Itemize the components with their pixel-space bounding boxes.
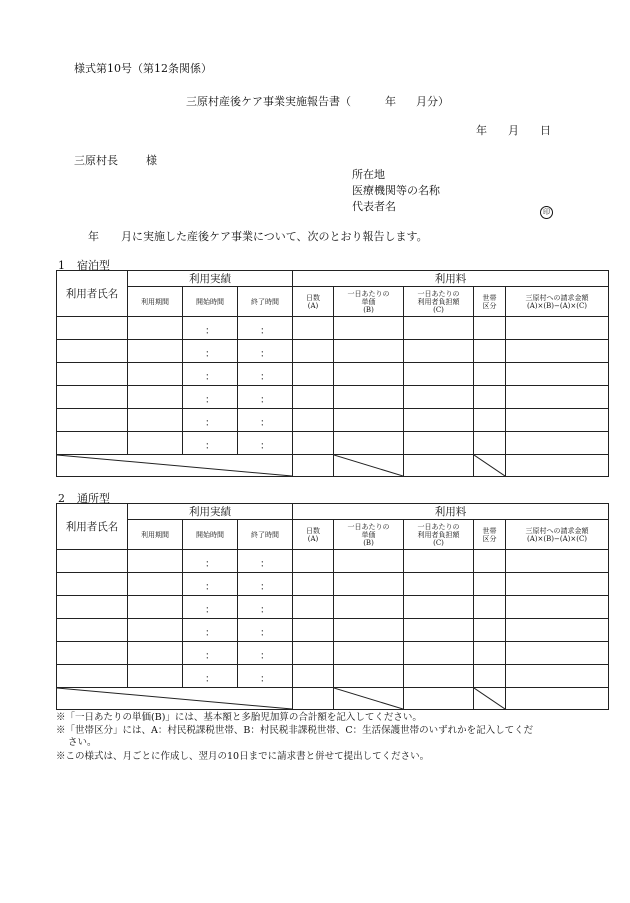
report-title	[186, 93, 449, 109]
household-cell[interactable]	[474, 642, 506, 665]
start-time-cell[interactable]	[183, 432, 238, 455]
usage-period-cell[interactable]	[128, 596, 183, 619]
total-days-cell[interactable]	[293, 455, 334, 477]
time-colon: ：	[205, 604, 215, 616]
end-time-header: 終了時間	[238, 520, 293, 550]
time-colon: ：	[205, 581, 215, 593]
user-burden-cell[interactable]	[404, 340, 474, 363]
total-claim-cell[interactable]	[506, 455, 609, 477]
total-burden-cell[interactable]	[404, 455, 474, 477]
table-row	[57, 432, 609, 455]
table-row	[57, 409, 609, 432]
total-unit-price-slash	[334, 455, 404, 477]
end-time-cell[interactable]	[238, 642, 293, 665]
seal-mark	[540, 199, 553, 219]
time-colon: ：	[260, 558, 270, 570]
household-cell[interactable]	[474, 317, 506, 340]
note-2-cont: さい。	[68, 737, 97, 748]
usage-record-header: 利用実績	[128, 271, 293, 287]
usage-period-cell[interactable]	[128, 642, 183, 665]
table-row	[57, 665, 609, 688]
form-number: 様式第10号（第12条関係）	[74, 62, 212, 75]
time-colon: ：	[205, 371, 215, 383]
daycare-table	[56, 503, 609, 710]
days-cell[interactable]	[293, 386, 334, 409]
claim-amount-cell[interactable]	[506, 317, 609, 340]
time-colon: ：	[260, 348, 270, 360]
start-time-cell[interactable]	[183, 619, 238, 642]
table-row	[57, 550, 609, 573]
unit-price-cell[interactable]	[334, 619, 404, 642]
user-burden-cell[interactable]	[404, 317, 474, 340]
usage-period-header: 利用期間	[128, 520, 183, 550]
total-household-slash	[474, 688, 506, 710]
user-burden-cell[interactable]	[404, 550, 474, 573]
table-row	[57, 317, 609, 340]
time-colon: ：	[205, 440, 215, 452]
unit-price-header: 一日あたりの 単価 (B)	[334, 520, 404, 550]
section-1-number: 1	[58, 259, 65, 272]
end-time-cell[interactable]	[238, 665, 293, 688]
unit-price-cell[interactable]	[334, 340, 404, 363]
household-cell[interactable]	[474, 386, 506, 409]
user-burden-cell[interactable]	[404, 363, 474, 386]
note-3: ※この様式は、月ごとに作成し、翌月の10日までに請求書と併せて提出してください。	[56, 751, 430, 762]
unit-price-cell[interactable]	[334, 317, 404, 340]
time-colon: ：	[205, 673, 215, 685]
start-time-cell[interactable]	[183, 340, 238, 363]
user-name-header: 利用者氏名	[57, 271, 128, 317]
claim-amount-cell[interactable]	[506, 363, 609, 386]
end-time-cell[interactable]	[238, 619, 293, 642]
days-cell[interactable]	[293, 642, 334, 665]
end-time-cell[interactable]	[238, 596, 293, 619]
usage-period-cell[interactable]	[128, 573, 183, 596]
date-day: 日	[540, 124, 551, 137]
intro-year: 年	[88, 230, 99, 243]
start-time-cell[interactable]	[183, 665, 238, 688]
time-colon: ：	[260, 650, 270, 662]
section-1-title: 宿泊型	[77, 259, 110, 272]
total-household-slash	[474, 455, 506, 477]
end-time-cell[interactable]	[238, 317, 293, 340]
table-row	[57, 363, 609, 386]
total-claim-cell[interactable]	[506, 688, 609, 710]
sender-location: 所在地	[352, 168, 385, 181]
time-colon: ：	[260, 440, 270, 452]
intro-text: 月に実施した産後ケア事業について、次のとおり報告します。	[121, 230, 428, 243]
user-name-cell[interactable]	[57, 340, 128, 363]
household-cell[interactable]	[474, 432, 506, 455]
user-name-cell[interactable]	[57, 317, 128, 340]
time-colon: ：	[260, 417, 270, 429]
addressee-name: 三原村長	[74, 154, 118, 167]
claim-amount-header: 三原村への請求金額 (A)×(B)−(A)×(C)	[506, 287, 609, 317]
start-time-cell[interactable]	[183, 409, 238, 432]
sender-institution: 医療機関等の名称	[352, 184, 440, 197]
time-colon: ：	[205, 394, 215, 406]
claim-amount-cell[interactable]	[506, 432, 609, 455]
user-name-cell[interactable]	[57, 619, 128, 642]
time-colon: ：	[260, 604, 270, 616]
claim-amount-cell[interactable]	[506, 642, 609, 665]
household-cell[interactable]	[474, 665, 506, 688]
end-time-cell[interactable]	[238, 409, 293, 432]
user-name-cell[interactable]	[57, 642, 128, 665]
user-name-cell[interactable]	[57, 596, 128, 619]
table-row	[57, 340, 609, 363]
days-cell[interactable]	[293, 363, 334, 386]
usage-period-cell[interactable]	[128, 386, 183, 409]
usage-period-cell[interactable]	[128, 409, 183, 432]
days-cell[interactable]	[293, 317, 334, 340]
section-2-number: 2	[58, 492, 65, 505]
time-colon: ：	[205, 650, 215, 662]
unit-price-cell[interactable]	[334, 432, 404, 455]
user-name-cell[interactable]	[57, 409, 128, 432]
usage-period-cell[interactable]	[128, 340, 183, 363]
note-1: ※「一日あたりの単価(B)」には、基本額と多胎児加算の合計額を記入してください。	[56, 712, 422, 723]
intro-line	[88, 228, 428, 244]
unit-price-cell[interactable]	[334, 596, 404, 619]
date-year: 年	[476, 124, 487, 137]
start-time-header: 開始時間	[183, 520, 238, 550]
total-unit-price-slash	[334, 688, 404, 710]
household-cell[interactable]	[474, 409, 506, 432]
days-cell[interactable]	[293, 409, 334, 432]
start-time-cell[interactable]	[183, 573, 238, 596]
claim-amount-cell[interactable]	[506, 573, 609, 596]
sender-representative: 代表者名	[352, 200, 396, 213]
time-colon: ：	[205, 627, 215, 639]
claim-amount-cell[interactable]	[506, 619, 609, 642]
usage-record-header: 利用実績	[128, 504, 293, 520]
days-cell[interactable]	[293, 665, 334, 688]
title-year-label: 年	[385, 95, 396, 108]
end-time-cell[interactable]	[238, 550, 293, 573]
usage-period-cell[interactable]	[128, 432, 183, 455]
end-time-header: 終了時間	[238, 287, 293, 317]
household-header: 世帯 区分	[474, 287, 506, 317]
claim-amount-cell[interactable]	[506, 386, 609, 409]
start-time-cell[interactable]	[183, 550, 238, 573]
lodging-table	[56, 270, 609, 477]
start-time-cell[interactable]	[183, 386, 238, 409]
total-burden-cell[interactable]	[404, 688, 474, 710]
date-line	[476, 122, 551, 138]
total-days-cell[interactable]	[293, 688, 334, 710]
claim-amount-cell[interactable]	[506, 665, 609, 688]
end-time-cell[interactable]	[238, 573, 293, 596]
days-header: 日数 (A)	[293, 520, 334, 550]
end-time-cell[interactable]	[238, 363, 293, 386]
end-time-cell[interactable]	[238, 386, 293, 409]
user-name-cell[interactable]	[57, 432, 128, 455]
days-header: 日数 (A)	[293, 287, 334, 317]
title-main: 三原村産後ケア事業実施報告書（	[186, 95, 351, 108]
unit-price-cell[interactable]	[334, 665, 404, 688]
section-2-title: 通所型	[77, 492, 110, 505]
user-name-cell[interactable]	[57, 665, 128, 688]
time-colon: ：	[205, 558, 215, 570]
unit-price-cell[interactable]	[334, 573, 404, 596]
note-2: ※「世帯区分」には、A：村民税課税世帯、B：村民税非課税世帯、C：生活保護世帯のいずれかを記入してくだ	[56, 725, 534, 736]
days-cell[interactable]	[293, 550, 334, 573]
claim-amount-cell[interactable]	[506, 596, 609, 619]
start-time-cell[interactable]	[183, 363, 238, 386]
unit-price-cell[interactable]	[334, 363, 404, 386]
days-cell[interactable]	[293, 596, 334, 619]
user-burden-cell[interactable]	[404, 432, 474, 455]
unit-price-cell[interactable]	[334, 550, 404, 573]
daycare-rows	[57, 550, 609, 688]
days-cell[interactable]	[293, 619, 334, 642]
time-colon: ：	[260, 371, 270, 383]
user-name-cell[interactable]	[57, 573, 128, 596]
usage-fee-header: 利用料	[293, 504, 609, 520]
usage-period-cell[interactable]	[128, 363, 183, 386]
user-burden-cell[interactable]	[404, 642, 474, 665]
claim-amount-cell[interactable]	[506, 340, 609, 363]
user-name-cell[interactable]	[57, 363, 128, 386]
household-cell[interactable]	[474, 596, 506, 619]
total-slash-cell	[57, 455, 293, 477]
user-burden-cell[interactable]	[404, 409, 474, 432]
household-cell[interactable]	[474, 340, 506, 363]
lodging-total-row	[57, 455, 609, 477]
household-cell[interactable]	[474, 550, 506, 573]
time-colon: ：	[260, 627, 270, 639]
title-month-label: 月分）	[416, 95, 449, 108]
unit-price-cell[interactable]	[334, 642, 404, 665]
usage-period-header: 利用期間	[128, 287, 183, 317]
user-burden-cell[interactable]	[404, 386, 474, 409]
addressee	[74, 152, 157, 168]
time-colon: ：	[205, 348, 215, 360]
user-burden-cell[interactable]	[404, 665, 474, 688]
days-cell[interactable]	[293, 432, 334, 455]
lodging-rows	[57, 317, 609, 455]
total-slash-cell	[57, 688, 293, 710]
usage-period-cell[interactable]	[128, 619, 183, 642]
start-time-cell[interactable]	[183, 642, 238, 665]
usage-period-cell[interactable]	[128, 665, 183, 688]
end-time-cell[interactable]	[238, 340, 293, 363]
date-month: 月	[508, 124, 519, 137]
time-colon: ：	[205, 325, 215, 337]
user-name-header: 利用者氏名	[57, 504, 128, 550]
household-cell[interactable]	[474, 363, 506, 386]
unit-price-cell[interactable]	[334, 409, 404, 432]
seal-icon: 印	[540, 206, 553, 219]
start-time-header: 開始時間	[183, 287, 238, 317]
user-name-cell[interactable]	[57, 550, 128, 573]
table-row	[57, 386, 609, 409]
days-cell[interactable]	[293, 573, 334, 596]
user-name-cell[interactable]	[57, 386, 128, 409]
household-header: 世帯 区分	[474, 520, 506, 550]
addressee-honorific: 様	[146, 154, 157, 167]
unit-price-cell[interactable]	[334, 386, 404, 409]
table-row	[57, 596, 609, 619]
user-burden-header: 一日あたりの 利用者負担額 (C)	[404, 287, 474, 317]
table-row	[57, 573, 609, 596]
start-time-cell[interactable]	[183, 317, 238, 340]
time-colon: ：	[260, 581, 270, 593]
claim-amount-cell[interactable]	[506, 409, 609, 432]
household-cell[interactable]	[474, 619, 506, 642]
usage-period-cell[interactable]	[128, 550, 183, 573]
table-row	[57, 642, 609, 665]
usage-fee-header: 利用料	[293, 271, 609, 287]
time-colon: ：	[260, 673, 270, 685]
usage-period-cell[interactable]	[128, 317, 183, 340]
daycare-total-row	[57, 688, 609, 710]
end-time-cell[interactable]	[238, 432, 293, 455]
days-cell[interactable]	[293, 340, 334, 363]
user-burden-cell[interactable]	[404, 596, 474, 619]
user-burden-cell[interactable]	[404, 573, 474, 596]
user-burden-header: 一日あたりの 利用者負担額 (C)	[404, 520, 474, 550]
claim-amount-cell[interactable]	[506, 550, 609, 573]
start-time-cell[interactable]	[183, 596, 238, 619]
household-cell[interactable]	[474, 573, 506, 596]
unit-price-header: 一日あたりの 単価 (B)	[334, 287, 404, 317]
table-row	[57, 619, 609, 642]
claim-amount-header: 三原村への請求金額 (A)×(B)−(A)×(C)	[506, 520, 609, 550]
user-burden-cell[interactable]	[404, 619, 474, 642]
time-colon: ：	[260, 394, 270, 406]
time-colon: ：	[205, 417, 215, 429]
time-colon: ：	[260, 325, 270, 337]
